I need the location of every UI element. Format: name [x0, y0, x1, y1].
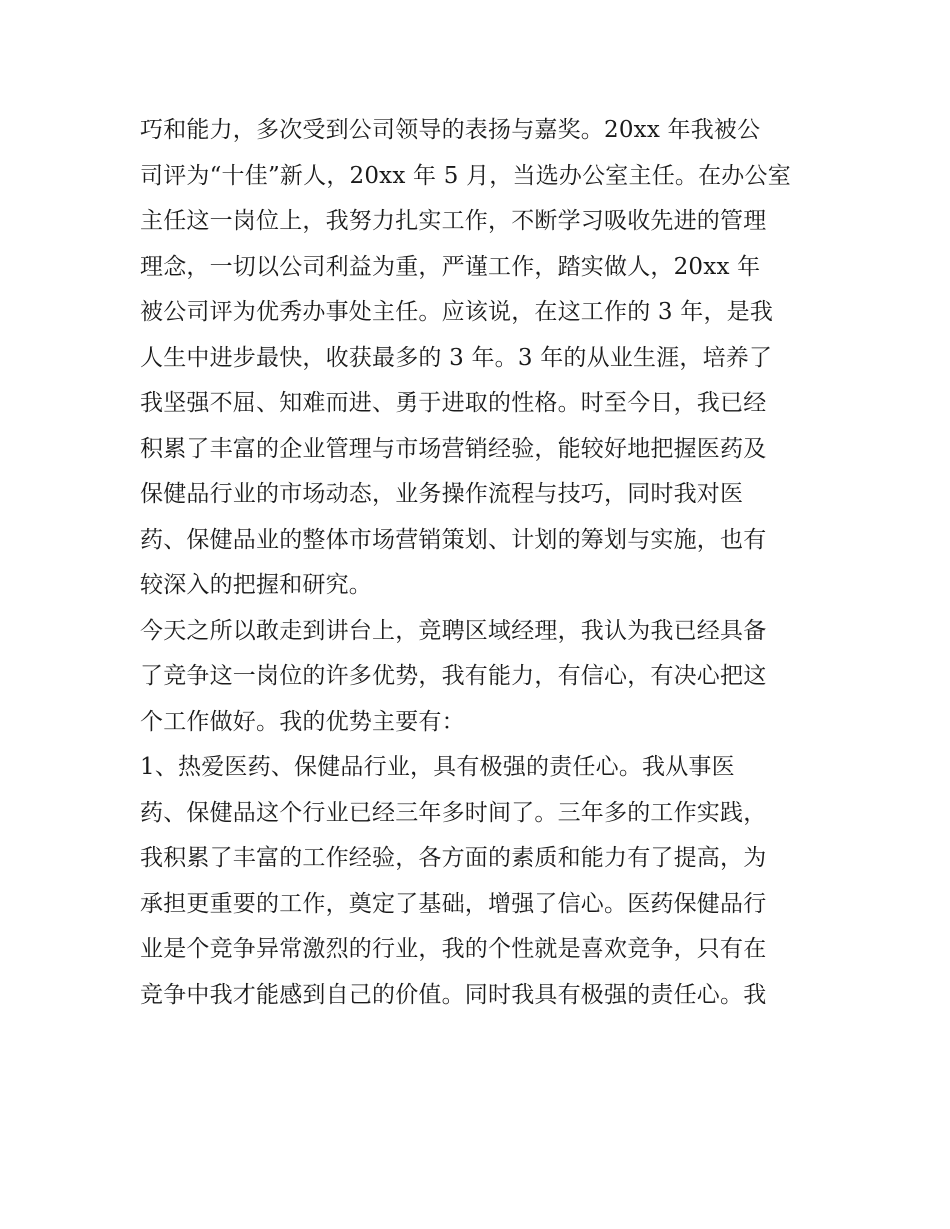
text-line: 被公司评为优秀办事处主任。应该说，在这工作的 3 年，是我: [140, 299, 774, 325]
body-text: [140, 108, 830, 1018]
text-line: 较深入的把握和研究。: [140, 572, 372, 598]
text-line: 人生中进步最快，收获最多的 3 年。3 年的从业生涯，培养了: [140, 344, 773, 371]
text-line: 业是个竞争异常激烈的行业，我的个性就是喜欢竞争，只有在: [140, 936, 767, 962]
text-line: 承担更重要的工作，奠定了基础，增强了信心。医药保健品行: [140, 890, 767, 917]
text-line: 竞争中我才能感到自己的价值。同时我具有极强的责任心。我: [140, 981, 767, 1008]
text-line: 我坚强不屈、知难而进、勇于进取的性格。时至今日，我已经: [140, 390, 767, 416]
text-line: 巧和能力，多次受到公司领导的表扬与嘉奖。20xx 年我被公: [140, 117, 761, 143]
text-line: 药、保健品这个行业已经三年多时间了。三年多的工作实践，: [140, 799, 767, 826]
text-line: 主任这一岗位上，我努力扎实工作，不断学习吸收先进的管理: [140, 208, 767, 234]
text-line: 了竞争这一岗位的许多优势，我有能力，有信心，有决心把这: [140, 663, 767, 689]
text-line: 今天之所以敢走到讲台上，竞聘区域经理，我认为我已经具备: [140, 617, 767, 644]
text-line: 个工作做好。我的优势主要有：: [140, 708, 465, 735]
text-line: 理念，一切以公司利益为重，严谨工作，踏实做人，20xx 年: [140, 253, 761, 280]
text-line: 我积累了丰富的工作经验，各方面的素质和能力有了提高，为: [140, 845, 767, 871]
text-line: 积累了丰富的企业管理与市场营销经验，能较好地把握医药及: [140, 435, 767, 462]
text-line: 1、热爱医药、保健品行业，具有极强的责任心。我从事医: [140, 754, 735, 780]
text-line: 保健品行业的市场动态，业务操作流程与技巧，同时我对医: [140, 481, 744, 507]
text-line: 司评为“十佳”新人，20xx 年 5 月，当选办公室主任。在办公室: [140, 162, 791, 189]
text-line: 药、保健品业的整体市场营销策划、计划的筹划与实施，也有: [140, 526, 767, 553]
